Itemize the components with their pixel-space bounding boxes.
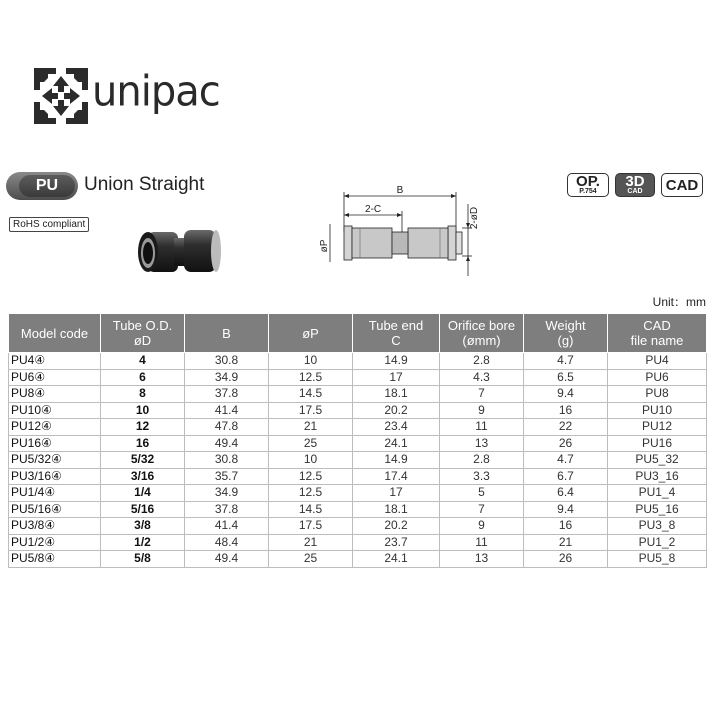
table-header-row [9,314,707,353]
cell-model-code: PU3/8④ [9,518,101,535]
cell-tube-end-c: 20.2 [353,402,440,419]
header-cad-file-name: CAD file name [608,314,707,353]
cell-orifice-bore: 7 [440,501,524,518]
cell-orifice-bore: 5 [440,485,524,502]
header-tube-od: Tube O.D. øD [101,314,185,353]
cell-p: 17.5 [269,518,353,535]
cell-weight: 21 [524,534,608,551]
table-row [9,386,707,403]
product-title: Union Straight [84,174,205,195]
cell-b: 47.8 [185,419,269,436]
cell-tube-end-c: 23.7 [353,534,440,551]
3d-badge-sub: CAD [627,187,643,195]
cell-p: 25 [269,551,353,568]
cell-b: 35.7 [185,468,269,485]
cell-cad-file-name: PU12 [608,419,707,436]
cell-tube-end-c: 14.9 [353,353,440,370]
cell-p: 14.5 [269,386,353,403]
table-row [9,468,707,485]
brand-logo [34,66,220,126]
table-row [9,452,707,469]
table-row [9,419,707,436]
cell-tube-od: 3/8 [101,518,185,535]
cell-b: 41.4 [185,518,269,535]
cell-weight: 22 [524,419,608,436]
rohs-badge: RoHS compliant [9,217,89,232]
cell-tube-end-c: 24.1 [353,435,440,452]
cell-p: 21 [269,534,353,551]
table-row [9,534,707,551]
cell-orifice-bore: 4.3 [440,369,524,386]
table-body [9,353,707,568]
cell-model-code: PU10④ [9,402,101,419]
cell-b: 30.8 [185,353,269,370]
table-row [9,551,707,568]
cell-b: 34.9 [185,369,269,386]
cell-cad-file-name: PU3_8 [608,518,707,535]
cell-model-code: PU1/4④ [9,485,101,502]
cell-tube-od: 1/4 [101,485,185,502]
dim-c-label: 2-C [364,204,382,215]
cell-p: 12.5 [269,369,353,386]
reference-badges [567,173,703,197]
cell-tube-end-c: 18.1 [353,501,440,518]
cell-orifice-bore: 13 [440,435,524,452]
header-weight: Weight (g) [524,314,608,353]
table-row [9,353,707,370]
table-row [9,501,707,518]
table-row [9,435,707,452]
cell-model-code: PU8④ [9,386,101,403]
cell-b: 41.4 [185,402,269,419]
cell-tube-od: 3/16 [101,468,185,485]
series-badge-label: PU [19,175,75,197]
op-badge [567,173,609,197]
header-orifice-bore: Orifice bore (ømm) [440,314,524,353]
cell-p: 17.5 [269,402,353,419]
cell-tube-od: 10 [101,402,185,419]
cell-orifice-bore: 9 [440,518,524,535]
cell-weight: 16 [524,402,608,419]
cell-weight: 6.4 [524,485,608,502]
cell-model-code: PU12④ [9,419,101,436]
series-badge [6,172,78,200]
cell-orifice-bore: 2.8 [440,452,524,469]
cell-tube-end-c: 18.1 [353,386,440,403]
cell-b: 30.8 [185,452,269,469]
cell-tube-od: 4 [101,353,185,370]
cell-orifice-bore: 11 [440,534,524,551]
cell-tube-end-c: 23.4 [353,419,440,436]
cell-p: 25 [269,435,353,452]
op-badge-main: OP. [576,173,600,190]
cell-cad-file-name: PU16 [608,435,707,452]
cell-orifice-bore: 11 [440,419,524,436]
brand-name: unipac [92,67,220,117]
cell-cad-file-name: PU6 [608,369,707,386]
cell-p: 10 [269,353,353,370]
cad-badge: CAD [661,173,703,197]
cell-orifice-bore: 13 [440,551,524,568]
cell-tube-end-c: 20.2 [353,518,440,535]
header-model-code: Model code [9,314,101,353]
spec-table [8,313,707,568]
cell-orifice-bore: 2.8 [440,353,524,370]
dim-p-label: øP [319,239,330,253]
cell-tube-end-c: 14.9 [353,452,440,469]
cell-weight: 16 [524,518,608,535]
cell-cad-file-name: PU8 [608,386,707,403]
table-row [9,402,707,419]
cell-tube-od: 5/32 [101,452,185,469]
table-row [9,485,707,502]
product-photo [126,222,230,282]
table-row [9,369,707,386]
cell-b: 49.4 [185,435,269,452]
dim-b-label: B [396,185,404,196]
cell-b: 48.4 [185,534,269,551]
cell-cad-file-name: PU5_32 [608,452,707,469]
op-badge-page: P.754 [579,188,597,195]
cell-orifice-bore: 7 [440,386,524,403]
cell-model-code: PU1/2④ [9,534,101,551]
cell-cad-file-name: PU4 [608,353,707,370]
cell-p: 12.5 [269,468,353,485]
cell-p: 14.5 [269,501,353,518]
cell-orifice-bore: 3.3 [440,468,524,485]
unipac-mark-icon [34,68,88,124]
cell-model-code: PU5/16④ [9,501,101,518]
cell-cad-file-name: PU1_2 [608,534,707,551]
cell-tube-od: 12 [101,419,185,436]
cell-p: 21 [269,419,353,436]
cell-weight: 6.5 [524,369,608,386]
cell-tube-od: 8 [101,386,185,403]
cell-weight: 4.7 [524,452,608,469]
cell-b: 34.9 [185,485,269,502]
3d-cad-badge [615,173,655,197]
cell-b: 37.8 [185,386,269,403]
cell-tube-od: 6 [101,369,185,386]
dimension-drawing [314,182,488,282]
3d-badge-main: 3D [625,172,645,190]
cell-tube-od: 16 [101,435,185,452]
cell-orifice-bore: 9 [440,402,524,419]
cell-model-code: PU4④ [9,353,101,370]
cell-b: 37.8 [185,501,269,518]
cell-tube-od: 5/16 [101,501,185,518]
cell-cad-file-name: PU5_8 [608,551,707,568]
cell-cad-file-name: PU10 [608,402,707,419]
cell-weight: 9.4 [524,386,608,403]
header-b: B [185,314,269,353]
cell-tube-end-c: 17.4 [353,468,440,485]
cell-weight: 6.7 [524,468,608,485]
cell-model-code: PU6④ [9,369,101,386]
cell-weight: 9.4 [524,501,608,518]
cell-weight: 26 [524,551,608,568]
cell-cad-file-name: PU5_16 [608,501,707,518]
cell-tube-od: 5/8 [101,551,185,568]
dim-d-label: 2-øD [469,206,480,230]
cell-p: 10 [269,452,353,469]
cell-tube-end-c: 24.1 [353,551,440,568]
cell-tube-od: 1/2 [101,534,185,551]
cell-b: 49.4 [185,551,269,568]
cell-weight: 4.7 [524,353,608,370]
cell-p: 12.5 [269,485,353,502]
unit-label: Unit：mm [652,295,706,309]
cell-model-code: PU16④ [9,435,101,452]
table-row [9,518,707,535]
cell-model-code: PU5/8④ [9,551,101,568]
header-tube-end-c: Tube end C [353,314,440,353]
cell-cad-file-name: PU1_4 [608,485,707,502]
cell-weight: 26 [524,435,608,452]
cell-tube-end-c: 17 [353,485,440,502]
cell-model-code: PU5/32④ [9,452,101,469]
cell-tube-end-c: 17 [353,369,440,386]
cell-cad-file-name: PU3_16 [608,468,707,485]
header-p: øP [269,314,353,353]
cell-model-code: PU3/16④ [9,468,101,485]
